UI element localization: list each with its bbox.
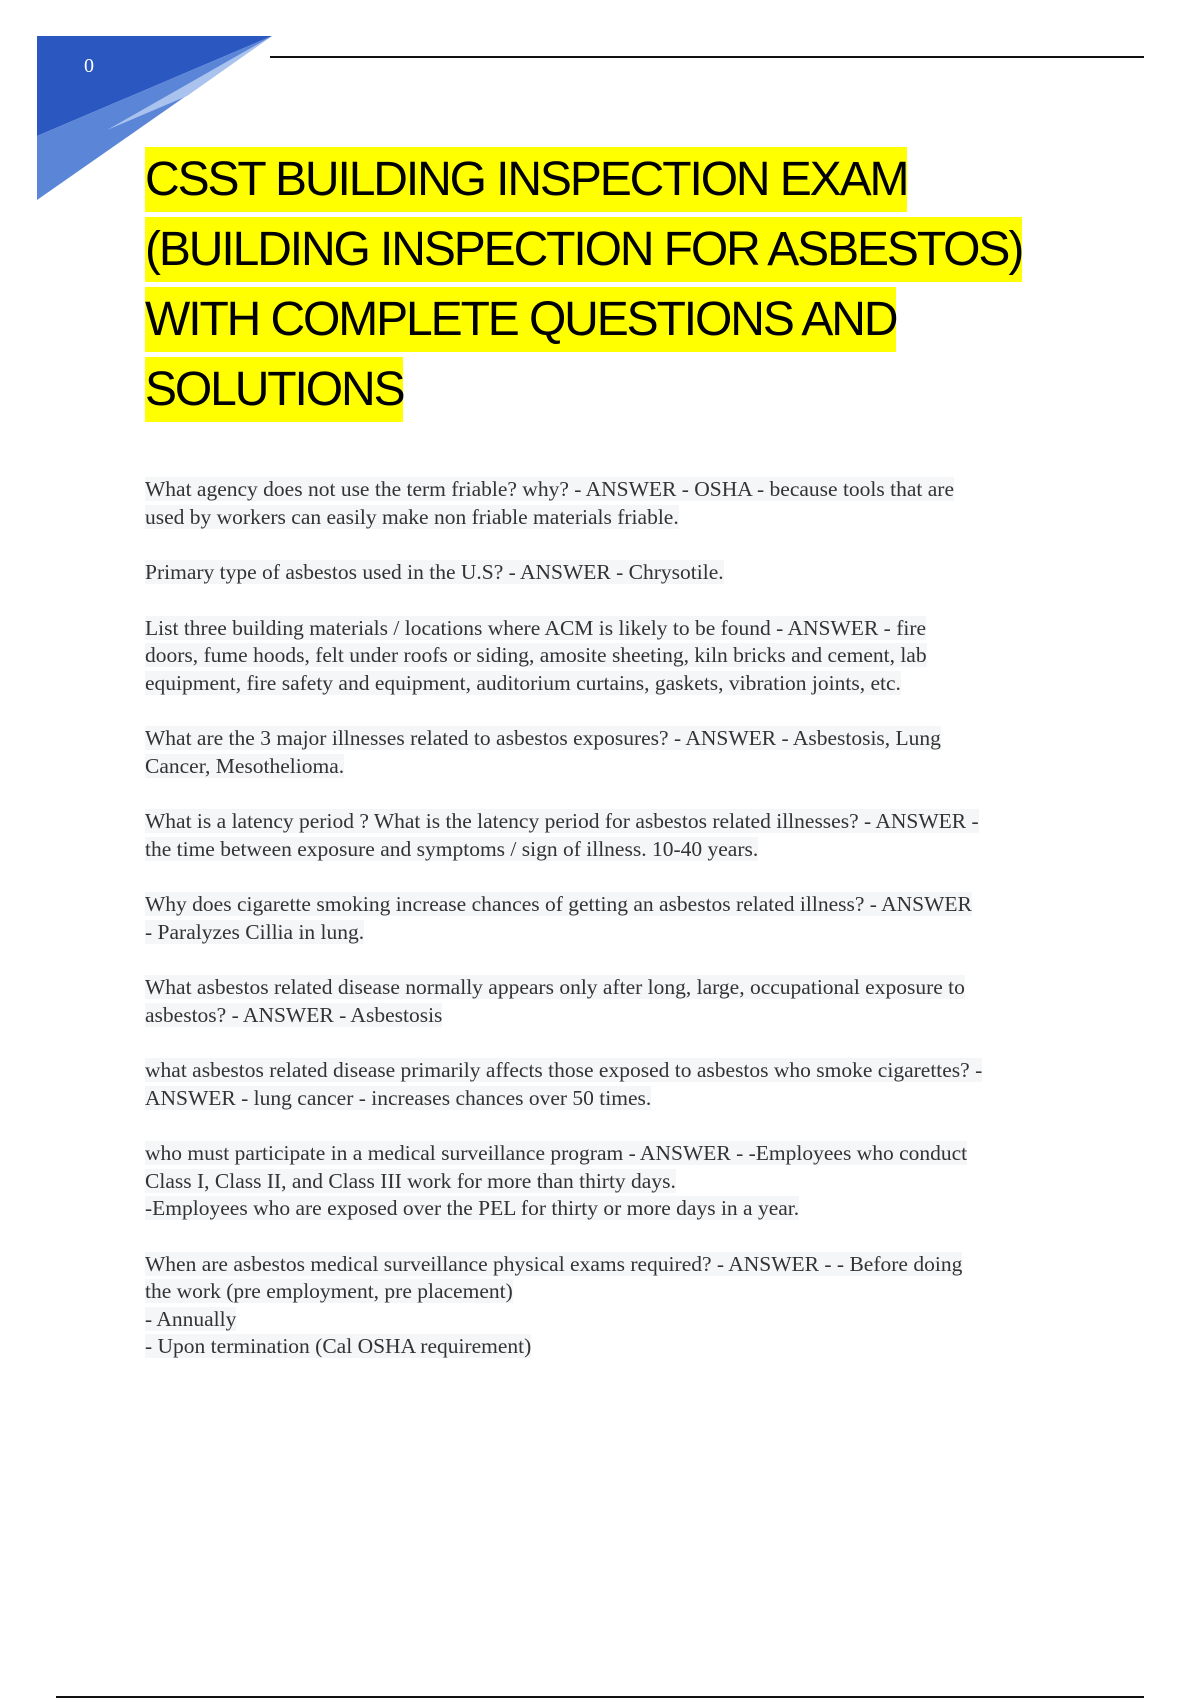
- title-line: WITH COMPLETE QUESTIONS AND: [145, 293, 897, 346]
- qa-text: - Paralyzes Cillia in lung.: [145, 919, 365, 944]
- qa-text: Why does cigarette smoking increase chances of getting an asbestos related illness? - ANSWER: [145, 892, 972, 916]
- qa-text: List three building materials / locations where ACM is likely to be found - ANSWER - fire: [145, 615, 927, 640]
- qa-line: [145, 725, 1095, 753]
- title-line: SOLUTIONS: [145, 363, 404, 416]
- qa-text: asbestos? - ANSWER - Asbestosis: [145, 1002, 443, 1027]
- qa-text: - Upon termination (Cal OSHA requirement): [145, 1334, 532, 1358]
- qa-line: [145, 1002, 1095, 1030]
- qa-text: used by workers can easily make non friable materials friable.: [145, 504, 679, 529]
- qa-item: [145, 808, 1095, 863]
- qa-line: [145, 1057, 1095, 1085]
- qa-text: What is a latency period ? What is the latency period for asbestos related illnesses? - ANSWER -: [145, 809, 979, 833]
- qa-text: doors, fume hoods, felt under roofs or siding, amosite sheeting, kiln bricks and cement, lab: [145, 643, 927, 667]
- page-number: 0: [84, 55, 94, 77]
- qa-text: what asbestos related disease primarily affects those exposed to asbestos who smoke cigarettes? -: [145, 1058, 983, 1082]
- qa-text: When are asbestos medical surveillance physical exams required? - ANSWER - - Before doing: [145, 1251, 963, 1276]
- qa-text: What asbestos related disease normally appears only after long, large, occupational exposure to: [145, 975, 965, 999]
- header-rule: [270, 56, 1144, 58]
- qa-line: [145, 504, 1095, 532]
- qa-text: who must participate in a medical surveillance program - ANSWER - -Employees who conduct: [145, 1141, 968, 1165]
- qa-line: [145, 1333, 1095, 1361]
- qa-text: equipment, fire safety and equipment, auditorium curtains, gaskets, vibration joints, etc.: [145, 670, 901, 695]
- qa-line: [145, 476, 1095, 504]
- qa-text: What are the 3 major illnesses related to asbestos exposures? - ANSWER - Asbestosis, Lung: [145, 726, 941, 750]
- qa-line: [145, 974, 1095, 1002]
- qa-line: [145, 559, 1095, 587]
- qa-text: Class I, Class II, and Class III work for more than thirty days.: [145, 1168, 676, 1193]
- qa-item: [145, 1251, 1095, 1361]
- qa-item: [145, 559, 1095, 587]
- qa-item: [145, 725, 1095, 780]
- qa-line: [145, 1085, 1095, 1113]
- qa-item: [145, 974, 1095, 1029]
- qa-item: [145, 1140, 1095, 1223]
- qa-line: [145, 1140, 1095, 1168]
- qa-line: [145, 1278, 1095, 1306]
- qa-line: [145, 891, 1095, 919]
- qa-line: [145, 1251, 1095, 1279]
- qa-line: [145, 1306, 1095, 1334]
- qa-line: [145, 753, 1095, 781]
- qa-text: - Annually: [145, 1306, 237, 1331]
- qa-text: ANSWER - lung cancer - increases chances over 50 times.: [145, 1085, 652, 1110]
- qa-item: [145, 476, 1095, 531]
- qa-line: [145, 1168, 1095, 1196]
- qa-line: [145, 836, 1095, 864]
- qa-text: the work (pre employment, pre placement): [145, 1279, 513, 1303]
- qa-line: [145, 670, 1095, 698]
- qa-text: the time between exposure and symptoms / sign of illness. 10-40 years.: [145, 836, 759, 861]
- qa-list: [145, 476, 1095, 1389]
- document-title: [145, 145, 1105, 425]
- title-line: (BUILDING INSPECTION FOR ASBESTOS): [145, 223, 1023, 276]
- title-line: CSST BUILDING INSPECTION EXAM: [145, 153, 908, 206]
- qa-text: Primary type of asbestos used in the U.S? - ANSWER - Chrysotile.: [145, 560, 724, 584]
- qa-text: What agency does not use the term friable? why? - ANSWER - OSHA - because tools that are: [145, 477, 954, 501]
- qa-item: [145, 615, 1095, 698]
- qa-line: [145, 1195, 1095, 1223]
- qa-item: [145, 1057, 1095, 1112]
- title-highlight: [145, 147, 1022, 422]
- footer-rule: [56, 1696, 1144, 1698]
- qa-line: [145, 808, 1095, 836]
- qa-line: [145, 642, 1095, 670]
- qa-line: [145, 615, 1095, 643]
- qa-item: [145, 891, 1095, 946]
- qa-text: Cancer, Mesothelioma.: [145, 753, 345, 778]
- qa-line: [145, 919, 1095, 947]
- qa-text: -Employees who are exposed over the PEL for thirty or more days in a year.: [145, 1196, 800, 1220]
